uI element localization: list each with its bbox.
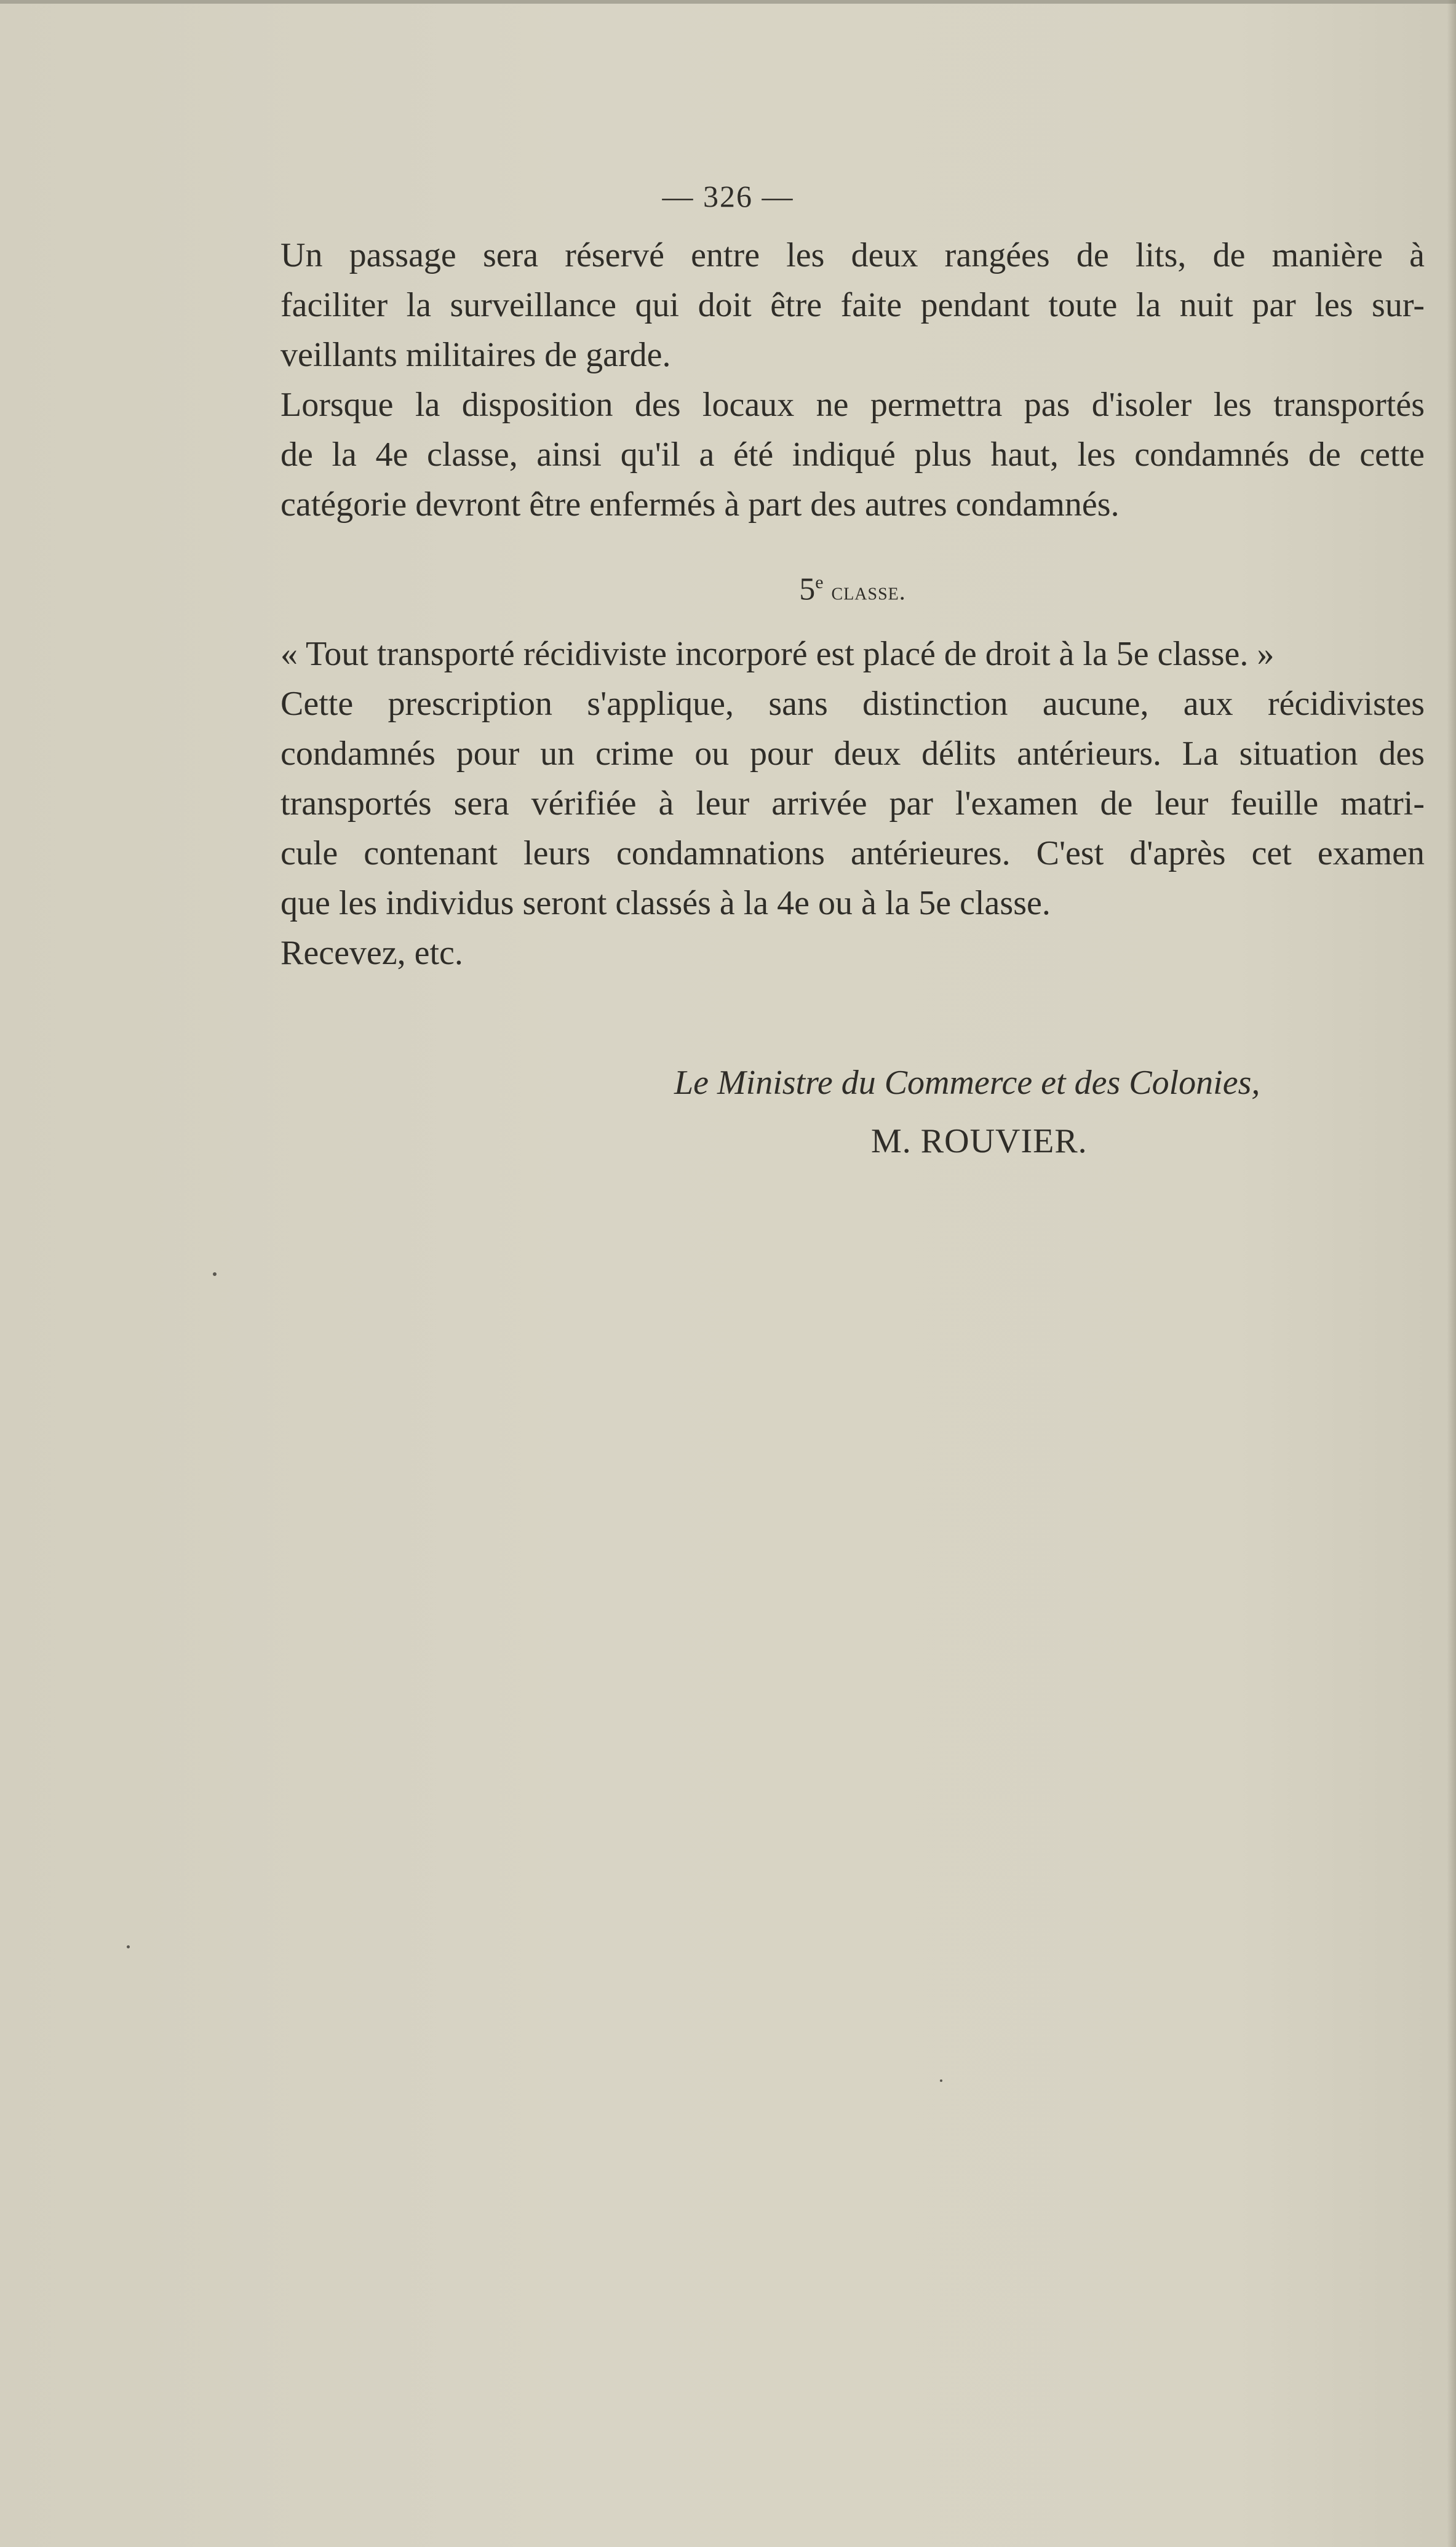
paper-speck: [127, 1945, 130, 1948]
section-heading: [280, 558, 1425, 616]
text-line: de la 4e classe, ainsi qu'il a été indiqué plus haut, les condamnés de cette: [280, 436, 1425, 474]
page-top-edge: [0, 0, 1456, 4]
body-text: [280, 231, 1425, 978]
text-line: transportés sera vérifiée à leur arrivée par l'examen de leur feuille matri-: [280, 784, 1425, 823]
text-line: catégorie devront être enfermés à part des autres condamnés.: [280, 485, 1120, 524]
text-line: Lorsque la disposition des locaux ne permettra pas d'isoler les transportés: [280, 386, 1425, 424]
paragraph-passage: [280, 231, 1425, 380]
text-line: faciliter la surveillance qui doit être faite pendant toute la nuit par les sur-: [280, 286, 1425, 324]
page-right-edge-shadow: [1447, 0, 1456, 2547]
text-line: que les individus seront classés à la 4e ou à la 5e classe.: [280, 884, 1051, 923]
paragraph-locaux: [280, 380, 1425, 530]
paper-speck: [213, 1272, 217, 1276]
paper-speck: [940, 2079, 942, 2082]
signatory-title: Le Ministre du Commerce et des Colonies,: [674, 1064, 1260, 1102]
signature-block: [280, 1055, 1425, 1172]
section-superscript: e: [815, 572, 824, 592]
text-line: « Tout transporté récidiviste incorporé est placé de droit à la 5e classe. »: [280, 635, 1275, 674]
signatory-name: M. ROUVIER.: [871, 1122, 1088, 1160]
text-line: Recevez, etc.: [280, 934, 463, 973]
page-number: — 326 —: [662, 179, 794, 213]
text-line: Un passage sera réservé entre les deux rangées de lits, de manière à: [280, 236, 1425, 274]
section-label: classe.: [831, 577, 906, 605]
text-line: cule contenant leurs condamnations antérieures. C'est d'après cet examen: [280, 834, 1425, 873]
text-line: Cette prescription s'applique, sans distinction aucune, aux récidivistes: [280, 685, 1425, 723]
paragraph-quote: [280, 629, 1425, 679]
paragraph-prescription: [280, 679, 1425, 928]
section-number: 5: [799, 572, 816, 607]
text-line: veillants militaires de garde.: [280, 336, 671, 374]
paragraph-closing: [280, 928, 1425, 978]
text-line: condamnés pour un crime ou pour deux délits antérieurs. La situation des: [280, 735, 1425, 773]
